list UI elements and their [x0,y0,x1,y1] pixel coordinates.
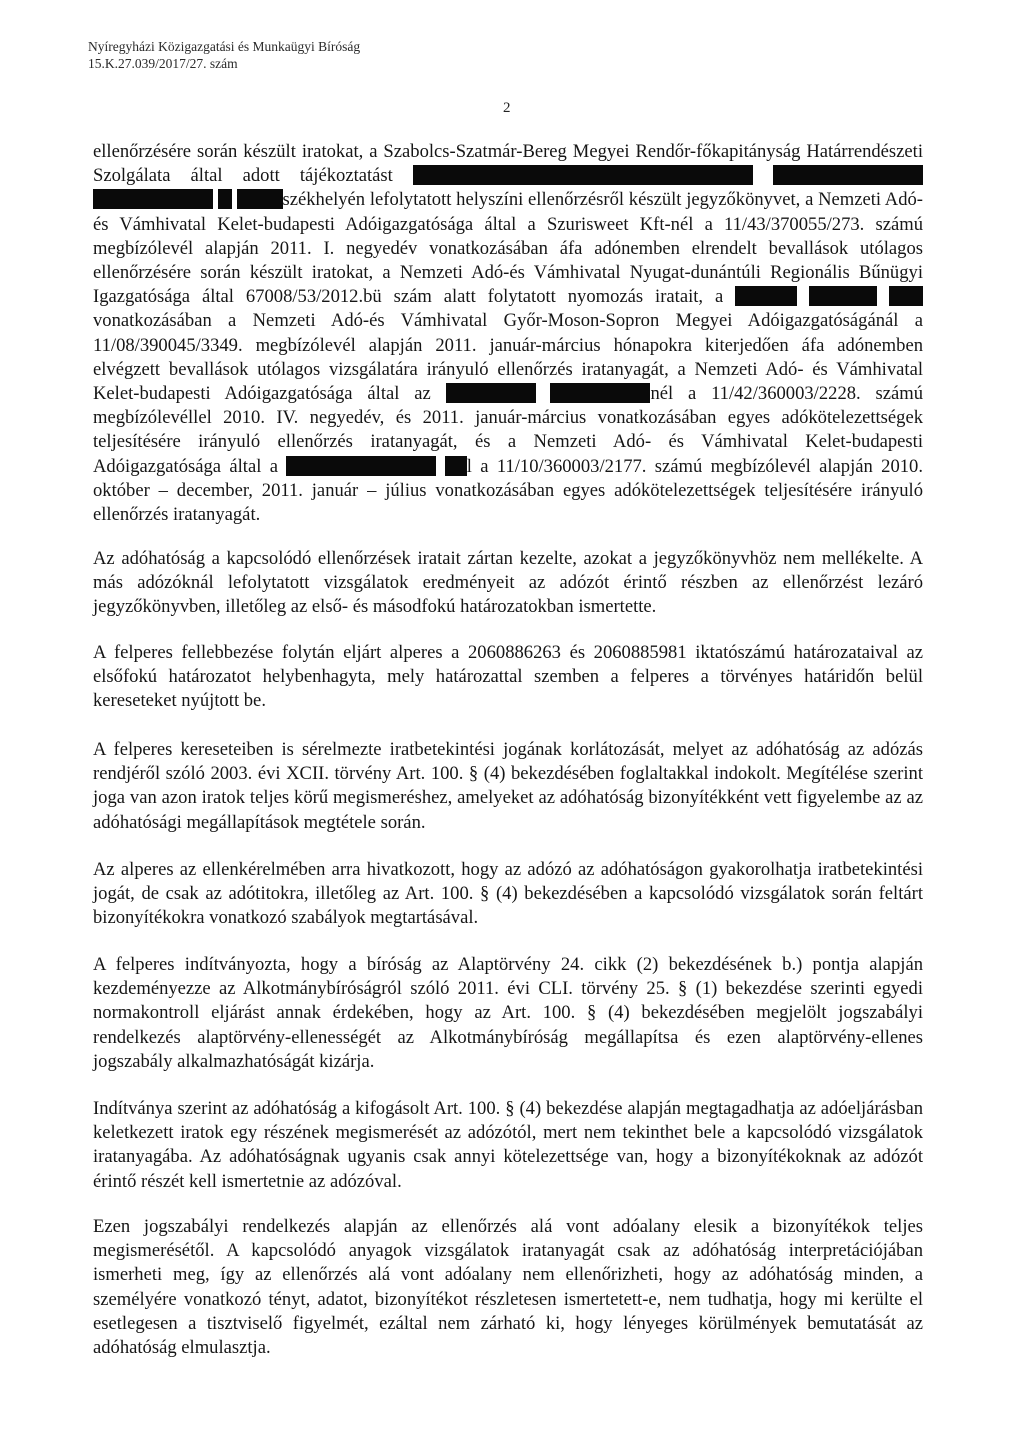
redaction-block [237,189,283,209]
paragraph-5: Az alperes az ellenkérelmében arra hivatkozott, hogy az adózó az adóhatóságon gyakorolhatja iratbetekintési jogát, de csak az adótitokra, illetőleg az Art. 100. § (4) bekezdésében a kapcsolódó vizsgálatok során feltárt bizonyítékokra vonatkozó szabályok megtartásával. [93,859,923,929]
document-header [88,38,360,72]
redaction-block [735,286,797,306]
paragraph-1-part-1: ellenőrzésére során készült iratokat, a Szabolcs-Szatmár-Bereg Megyei Rendőr-főkapitányság Határrendészeti Szolgálata által adott tájékoztatást [93,141,923,187]
paragraph-6: A felperes indítványozta, hogy a bíróság az Alaptörvény 24. cikk (2) bekezdésének b.) pontja alapján kezdeményezze az Alkotmánybíróságról szóló 2011. évi CLI. törvény 25. § (1) bekezdése szerinti egyedi normakontroll eljárást annak érdekében, hogy az Art. 100. § (4) bekezdésében megjelölt jogszabályi rendelkezés alaptörvény-ellenességét az Alkotmánybíróság megállapítsa és ezen alaptörvény-ellenes jogszabály alkalmazhatóságát kizárja. [93,954,923,1072]
paragraph-2: Az adóhatóság a kapcsolódó ellenőrzések iratait zártan kezelte, azokat a jegyzőkönyvhöz nem mellékelte. A más adózóknál lefolytatott vizsgálatok eredményeit az adózót érintő részben az ellenőrzést lezáró jegyzőkönyvben, illetőleg az első- és másodfokú határozatokban ismertette. [93,548,923,618]
paragraph-1 [93,140,923,527]
paragraph-1-part-3: vonatkozásában a Nemzeti Adó-és Vámhivatal Győr-Moson-Sopron Megyei Adóigazgatóságánál a 11/08/390045/3349. megbízólevél alapján 2011. január-március hónapokra kiterjedően áfa adónemben elvégzett bevallások utólagos vizsgálatára irányuló ellenőrzés iratanyagát, a Nemzeti Adó- és Vámhivatal Kelet-budapesti Adóigazgatósága által az [93,310,923,405]
paragraph-1-part-5: l a 11/10/360003/2177. számú megbízólevél alapján 2010. október – december, 2011. január – július vonatkozásában egyes adókötelezettségek teljesítésére irányuló ellenőrzés iratanyagát. [93,455,924,526]
redaction-block [550,383,650,403]
paragraph-1-part-2: székhelyén lefolytatott helyszíni ellenőrzésről készült jegyzőkönyvet, a Nemzeti Adó- és Vámhivatal Kelet-budapesti Adóigazgatósága által a Szurisweet Kft-nél a 11/43/370055/273. számú megbízólevél alapján 2011. I. negyedév vonatkozásában áfa adónemben elrendelt bevallások utólagos ellenőrzésére során készült iratokat, a Nemzeti Adó-és Vámhivatal Nyugat-dunántúli Regionális Bűnügyi Igazgatósága által 67008/53/2012.bü szám alatt folytatott nyomozás iratait, a [93,189,923,308]
redaction-block [218,189,232,209]
redaction-block [889,286,923,306]
redaction-block [445,456,467,476]
redaction-block [446,383,536,403]
paragraph-3: A felperes fellebbezése folytán eljárt alperes a 2060886263 és 2060885981 iktatószámú határozataival az elsőfokú határozatot helybenhagyta, mely határozattal szemben a felperes a törvényes határidőn belül kereseteket nyújtott be. [93,642,923,712]
page-number: 2 [503,100,511,116]
paragraph-7: Indítványa szerint az adóhatóság a kifogásolt Art. 100. § (4) bekezdése alapján megtagadhatja az adóeljárásban keletkezett iratok egy részének megismerését az adózótól, mert nem tekinthet bele a kapcsolódó vizsgálatok iratanyagába. Az adóhatóságnak ugyanis csak annyi kötelezettsége van, hogy a bizonyítékoknak az adózót érintő részét kell ismertetnie az adózóval. [93,1098,923,1192]
court-name: Nyíregyházi Közigazgatási és Munkaügyi Bíróság [88,39,361,54]
paragraph-8: Ezen jogszabályi rendelkezés alapján az ellenőrzés alá vont adóalany elesik a bizonyítékok teljes megismerésétől. A kapcsolódó anyagok vizsgálatok iratanyagát csak az adóhatóság interpretációjában ismerheti meg, így az ellenőrzés alá vont adóalany nem ellenőrizheti, hogy az adóhatóság minden, a személyére vonatkozó tényt, adatot, bizonyítékot részletesen ismertetett-e, nem tudhatja, hogy mi kerülte el esetlegesen a tisztviselő figyelmét, ezáltal nem zárható ki, hogy lényeges körülmények bemutatását az adóhatóság elmulasztja. [93,1216,923,1359]
case-number: 15.K.27.039/2017/27. szám [88,56,238,71]
paragraph-4: A felperes kereseteiben is sérelmezte iratbetekintési jogának korlátozását, melyet az adóhatóság az adózás rendjéről szóló 2003. évi XCII. törvény Art. 100. § (4) bekezdésében foglaltakkal indokolt. Megítélése szerint joga van azon iratok teljes körű megismeréshez, amelyeket az adóhatóság bizonyítékként vett figyelembe az az adóhatósági megállapítások megtétele során. [93,739,923,833]
redaction-block [286,456,436,476]
redaction-block [93,189,213,209]
paragraph-1-part-4: nél a 11/42/360003/2228. számú megbízólevéllel 2010. IV. negyedév, és 2011. január-március vonatkozásában egyes adókötelezettségek teljesítésére irányuló ellenőrzés iratanyagát, és a Nemzeti Adó- és Vámhivatal Kelet-budapesti Adóigazgatósága által a [93,383,924,477]
redaction-block [773,165,923,185]
redaction-block [809,286,877,306]
redaction-block [413,165,753,185]
